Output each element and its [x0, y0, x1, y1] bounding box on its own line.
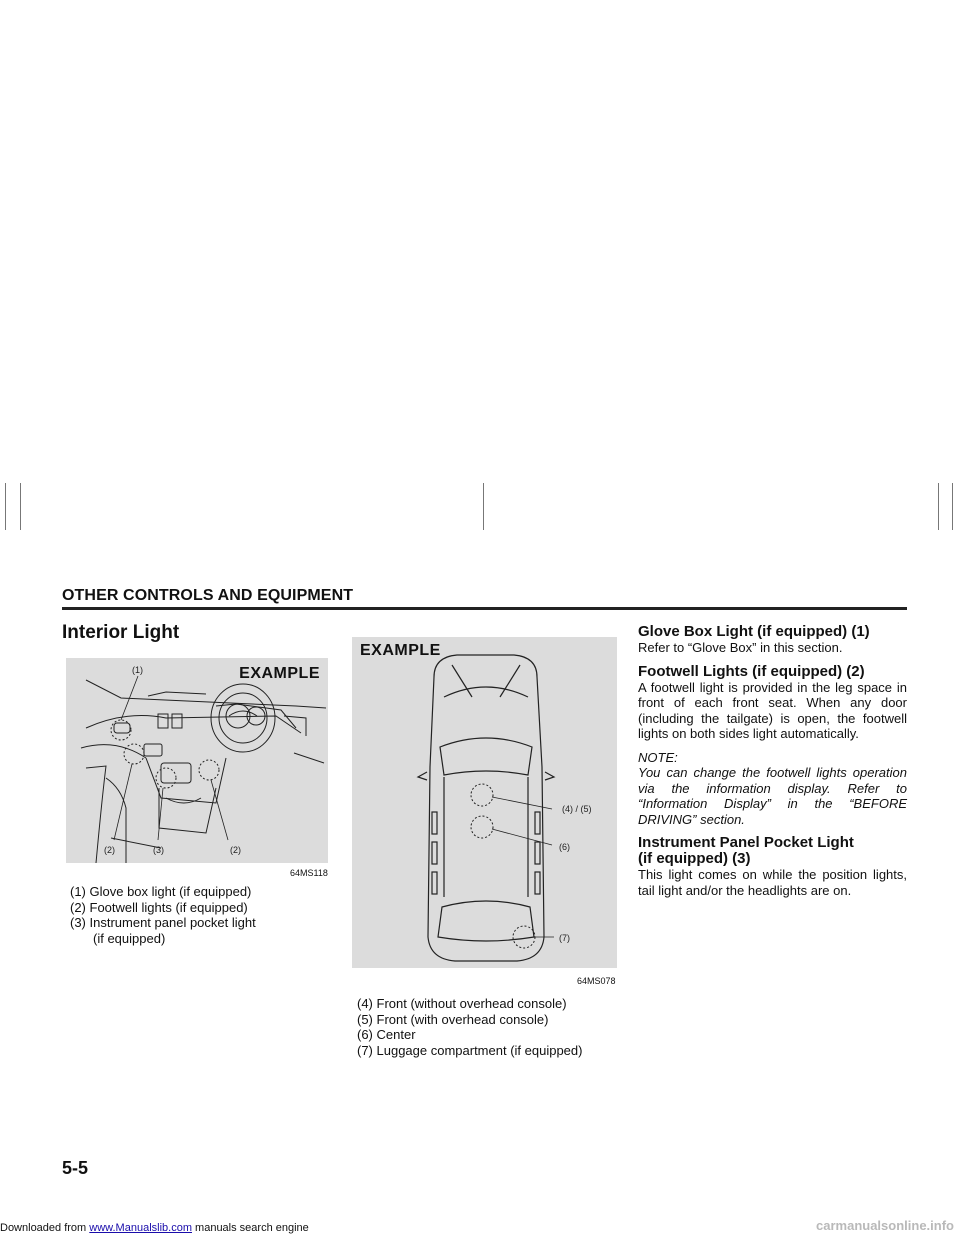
figure-code: 64MS078: [577, 976, 616, 986]
vehicle-figure: [352, 637, 617, 968]
note: NOTE: You can change the footwell lights operation via the information display. Refer to “Information Display” in the “BEFORE DRIVING” section.: [638, 749, 907, 827]
section-heading: Glove Box Light (if equipped) (1): [638, 623, 870, 640]
right-column: [638, 624, 907, 898]
page-number: 5-5: [62, 1158, 89, 1178]
header-rule: [62, 607, 907, 610]
vehicle-illustration: [352, 637, 617, 968]
figure-code: 64MS118: [290, 868, 328, 878]
crop-mark: [483, 483, 484, 530]
callout-7: (7): [559, 933, 570, 943]
section-header: OTHER CONTROLS AND EQUIPMENT: [62, 587, 354, 604]
section-body: This light comes on while the position lights, tail light and/or the headlights are on.: [638, 867, 907, 898]
footer-prefix: Downloaded from: [0, 1222, 90, 1234]
section-body: Refer to “Glove Box” in this section.: [638, 640, 843, 655]
callout-2-right: (2): [230, 845, 241, 855]
example-label: EXAMPLE: [360, 642, 441, 659]
crop-mark: [938, 483, 939, 530]
caption-item: (1) Glove box light (if equipped): [70, 884, 252, 899]
callout-6: (6): [559, 842, 570, 852]
figure1-captions: [70, 884, 256, 946]
footer-link[interactable]: www.Manualslib.com: [89, 1222, 192, 1234]
page-title: Interior Light: [62, 622, 180, 643]
caption-item: (2) Footwell lights (if equipped): [70, 899, 248, 915]
figure2-captions: [357, 996, 582, 1058]
caption-item: (3) Instrument panel pocket light: [70, 915, 256, 930]
caption-item: (7) Luggage compartment (if equipped): [357, 1042, 583, 1058]
callout-4-5: (4) / (5): [562, 804, 592, 814]
crop-mark: [952, 483, 953, 530]
watermark: carmanualsonline.info: [816, 1218, 954, 1233]
section-heading: Instrument Panel Pocket Light (if equipped) (3): [638, 834, 854, 867]
callout-3: (3): [153, 845, 164, 855]
section-body: A footwell light is provided in the leg space in front of each front seat. When any door (including the tailgate) is open, the footwell lights on both sides light automatically.: [638, 679, 907, 741]
caption-item: (6) Center: [357, 1027, 416, 1042]
dashboard-figure: [66, 658, 328, 863]
dashboard-illustration: [66, 658, 328, 863]
callout-1: (1): [132, 665, 143, 675]
caption-item: (5) Front (with overhead console): [357, 1011, 549, 1027]
crop-mark: [5, 483, 6, 530]
footer-suffix: manuals search engine: [191, 1222, 309, 1234]
callout-2-left: (2): [104, 845, 115, 855]
crop-mark: [20, 483, 21, 530]
caption-item: (4) Front (without overhead console): [357, 996, 567, 1011]
example-label: EXAMPLE: [239, 665, 320, 682]
footer: [0, 1222, 309, 1234]
caption-item: (if equipped): [93, 930, 166, 946]
section-heading: Footwell Lights (if equipped) (2): [638, 662, 865, 680]
